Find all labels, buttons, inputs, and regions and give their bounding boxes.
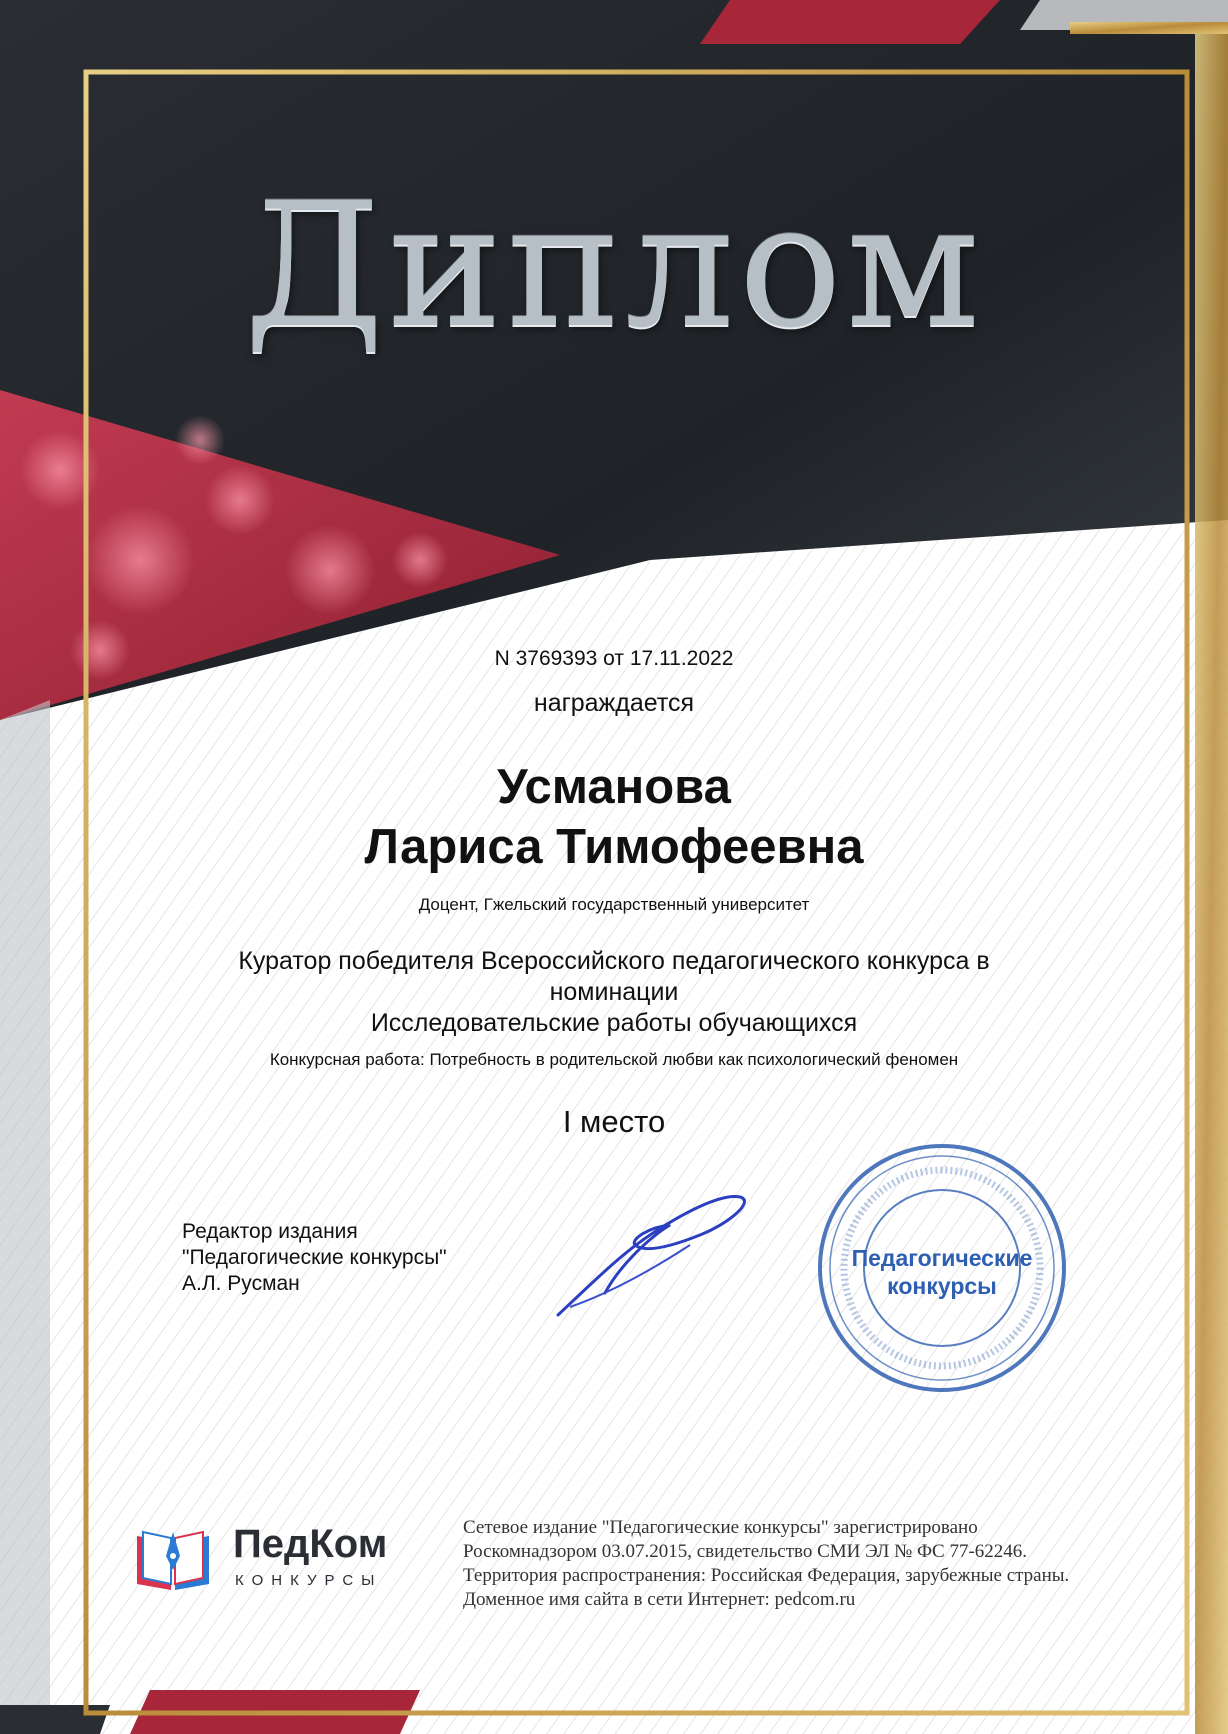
editor-publication: "Педагогические конкурсы"	[182, 1246, 447, 1269]
diploma-title: Диплом	[244, 165, 984, 366]
recipient-name	[160, 757, 1068, 877]
diploma-number: N 3769393 от 17.11.2022	[494, 647, 734, 670]
editor-title: Редактор издания	[182, 1220, 358, 1243]
nomination-line-1: Куратор победителя Всероссийского педагогического конкурса в	[238, 947, 990, 975]
registration-info	[463, 1516, 1069, 1612]
recipient-last-name: Усманова	[497, 760, 731, 814]
award-place: I место	[562, 1104, 666, 1139]
logo-name: ПедКом	[233, 1522, 388, 1566]
recipient-position: Доцент, Гжельский государственный университет	[418, 895, 810, 914]
registration-line-4: Доменное имя сайта в сети Интернет: pedcom.ru	[463, 1589, 856, 1610]
official-stamp	[812, 1138, 1072, 1398]
editor-signature	[550, 1175, 760, 1325]
registration-line-1: Сетевое издание "Педагогические конкурсы" зарегистрировано	[463, 1517, 978, 1538]
nomination-block	[160, 946, 1068, 1039]
nomination-line-3: Исследовательские работы обучающихся	[370, 1009, 858, 1037]
recipient-first-names: Лариса Тимофеевна	[364, 820, 864, 874]
diploma-heading	[0, 165, 1228, 366]
nomination-line-2: номинации	[549, 978, 679, 1006]
editor-name: А.Л. Русман	[182, 1272, 300, 1295]
pedkom-logo	[133, 1522, 433, 1592]
awarded-label: награждается	[533, 689, 695, 717]
stamp-text-line-1: Педагогические	[851, 1245, 1033, 1271]
competition-work: Конкурсная работа: Потребность в родительской любви как психологический феномен	[269, 1050, 959, 1069]
book-pen-icon	[133, 1526, 213, 1590]
editor-block	[182, 1219, 447, 1297]
stamp-text-line-2: конкурсы	[887, 1273, 997, 1299]
registration-line-3: Территория распространения: Российская Федерация, зарубежные страны.	[463, 1565, 1070, 1586]
registration-line-2: Роскомнадзором 03.07.2015, свидетельство СМИ ЭЛ № ФС 77-62246.	[463, 1541, 1028, 1562]
logo-subtitle: КОНКУРСЫ	[235, 1572, 383, 1589]
